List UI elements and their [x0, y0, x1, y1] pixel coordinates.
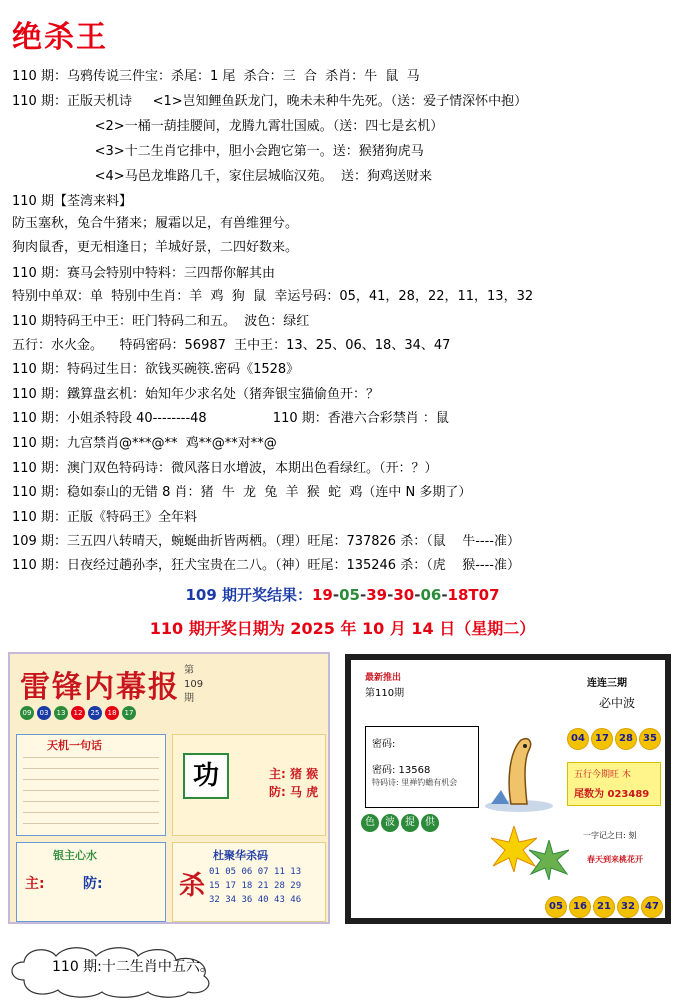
number-ball: 04 — [567, 728, 589, 750]
row-divider — [23, 757, 159, 758]
number-ball: 17 — [122, 706, 136, 720]
text-line: 110 期：九宫禁肖@***@** 鸡**@**对**@ — [12, 436, 277, 451]
note-text: 春天到来桃花开 — [587, 855, 643, 864]
result-number: 18 — [447, 586, 469, 604]
result-number: 05 — [339, 586, 360, 604]
xinshui-title: 银主心水 — [53, 849, 97, 862]
next-draw-date: 110 期开奖日期为 2025 年 10 月 14 日（星期二） — [149, 619, 536, 638]
code-text: 密码: 13568 — [372, 765, 431, 776]
text-line: <2>一桶一葫挂腰间，龙腾九霄壮国威。（送：四七是玄机） — [12, 119, 444, 134]
kill-row: 01 05 06 07 11 13 — [209, 867, 302, 877]
result-number: 30 — [393, 586, 415, 604]
shama-title: 杜聚华杀码 — [213, 849, 268, 862]
poster-balls — [20, 706, 136, 720]
separator: - — [441, 586, 448, 604]
sebo-badge: 波 — [381, 814, 399, 832]
gong-box — [172, 734, 326, 836]
text-line: 109 期：三五四八转晴天，蜿蜒曲折皆两栖。（理）旺尾：737826 杀：（鼠 牛----准） — [12, 534, 520, 549]
result-number: T07 — [468, 586, 500, 604]
xinshui-box — [16, 842, 166, 922]
poster-tag: 连连三期 — [587, 678, 627, 689]
number-ball: 28 — [615, 728, 637, 750]
text-line: 110 期：日夜经过趟孙李，狂犬宝贵在二八。（神）旺尾：135246 杀：（虎 猴----准） — [12, 558, 520, 573]
fang-text: 防: 马 虎 — [269, 785, 319, 799]
fang-label: 防: — [83, 876, 103, 892]
separator: - — [414, 586, 421, 604]
number-ball: 32 — [617, 896, 639, 918]
result-number: 06 — [420, 586, 442, 604]
text-line: 110 期特码王中王：旺门特码二和五。 波色：绿红 — [12, 314, 310, 329]
text-line: 110 期：正版《特码王》全年料 — [12, 510, 197, 525]
number-ball: 09 — [20, 706, 34, 720]
poster-title: 雷锋内幕报 — [20, 670, 180, 705]
text-line: 防玉塞秋，兔合牛猪来；履霜以足，有兽维狸兮。 — [12, 216, 299, 231]
page-title: 绝杀王 — [12, 20, 108, 55]
wuxing-text: 五行今期旺 木 — [574, 770, 631, 780]
number-ball: 21 — [593, 896, 615, 918]
starburst-icon — [529, 840, 569, 880]
row-divider — [23, 779, 159, 780]
sha-char: 杀 — [179, 871, 206, 901]
result-number: 39 — [366, 586, 388, 604]
text-line: 五行：水火金。 特码密码：56987 王中王：13、25、06、18、34、47 — [12, 338, 451, 353]
code-box — [365, 726, 479, 808]
separator: - — [387, 586, 394, 604]
poster-issue: 第109期 — [184, 665, 204, 704]
result-numbers — [312, 586, 500, 604]
cloud-text: 110 期:十二生肖中五六。 — [52, 959, 214, 975]
sebo-badge: 色 — [361, 814, 379, 832]
sebo-badge: 供 — [421, 814, 439, 832]
tianji-box — [16, 734, 166, 836]
row-divider — [23, 801, 159, 802]
top-balls — [567, 728, 661, 750]
text-line: 110 期：特码过生日：欲钱买碗筷.密码《1528》 — [12, 362, 300, 377]
number-ball: 47 — [641, 896, 663, 918]
text-line: 狗肉鼠香，更无相逢日；羊城好景，二四好数来。 — [12, 240, 299, 255]
wuxing-box — [567, 762, 661, 806]
sebo-badges — [361, 814, 439, 832]
number-ball: 18 — [105, 706, 119, 720]
gong-char: 功 — [183, 753, 229, 799]
leifeng-poster-image — [8, 652, 330, 924]
result-label: 109 期开奖结果： — [185, 586, 312, 604]
kill-row: 15 17 18 21 28 29 — [209, 881, 302, 891]
zhu-label: 主: — [25, 876, 45, 892]
zhu-text: 主: 猪 猴 — [269, 767, 319, 781]
text-line: 110 期：稳如泰山的无错 8 肖：猪 牛 龙 兔 羊 猴 蛇 鸡（连中 N 多期了） — [12, 485, 472, 500]
text-line: 110 期：正版天机诗 <1>岂知鲤鱼跃龙门，晚未未种牛先死。（送：爱子情深怀中抱） — [12, 94, 528, 109]
poster-issue: 第110期 — [365, 688, 405, 699]
text-line: <4>马邑龙堆路几千，家住层城临汉苑。 送：狗鸡送财来 — [12, 169, 432, 184]
sebo-badge: 提 — [401, 814, 419, 832]
row-divider — [23, 823, 159, 824]
poem-text: 特码诗: 里禅钓蟾有机会 — [372, 778, 458, 787]
number-ball: 17 — [591, 728, 613, 750]
text-line: <3>十二生肖它排中，胆小会跑它第一。送：猴猪狗虎马 — [12, 144, 424, 159]
bizhongbo-poster-image — [345, 654, 671, 924]
separator: - — [359, 586, 367, 604]
number-ball: 16 — [569, 896, 591, 918]
text-line: 110 期：鐵算盘玄机：始知年少求名处（猪奔银宝猫偷鱼开：？ — [12, 387, 379, 402]
mima-label: 密码: — [372, 739, 396, 750]
text-line: 110 期：赛马会特别中特料：三四帮你解其由 — [12, 266, 275, 281]
row-divider — [23, 768, 159, 769]
number-ball: 35 — [639, 728, 661, 750]
number-ball: 25 — [88, 706, 102, 720]
poster-subtitle: 必中波 — [599, 696, 636, 710]
note-text: 一字记之曰: 刻 — [583, 831, 637, 840]
number-ball: 12 — [71, 706, 85, 720]
cartoon-figure-icon — [481, 732, 557, 814]
separator: - — [332, 586, 340, 604]
row-divider — [23, 812, 159, 813]
weishu-text: 尾数为 023489 — [574, 789, 650, 800]
text-line: 110 期【荃湾来料】 — [12, 194, 132, 209]
text-line: 110 期：澳门双色特码诗：微风落日水增波，本期出色看绿红。（开：？） — [12, 461, 438, 476]
row-divider — [23, 790, 159, 791]
number-ball: 03 — [37, 706, 51, 720]
text-line: 110 期：乌鸦传说三件宝：杀尾：1 尾 杀合：三 合 杀肖：牛 鼠 马 — [12, 69, 420, 84]
bottom-balls — [545, 896, 663, 918]
number-ball: 05 — [545, 896, 567, 918]
draw-result — [0, 584, 685, 605]
number-ball: 13 — [54, 706, 68, 720]
text-line: 特别中单双：单 特别中生肖：羊 鸡 狗 鼠 幸运号码：05，41，28，22，11，13，32 — [12, 289, 534, 304]
result-number: 19 — [312, 586, 333, 604]
shama-box — [172, 842, 326, 922]
kill-row: 32 34 36 40 43 46 — [209, 895, 302, 905]
tianji-title: 天机一句话 — [47, 739, 102, 752]
poster-tag: 最新推出 — [365, 673, 402, 683]
text-line: 110 期：小姐杀特段 40--------48 110 期：香港六合彩禁肖 ：鼠 — [12, 411, 449, 426]
